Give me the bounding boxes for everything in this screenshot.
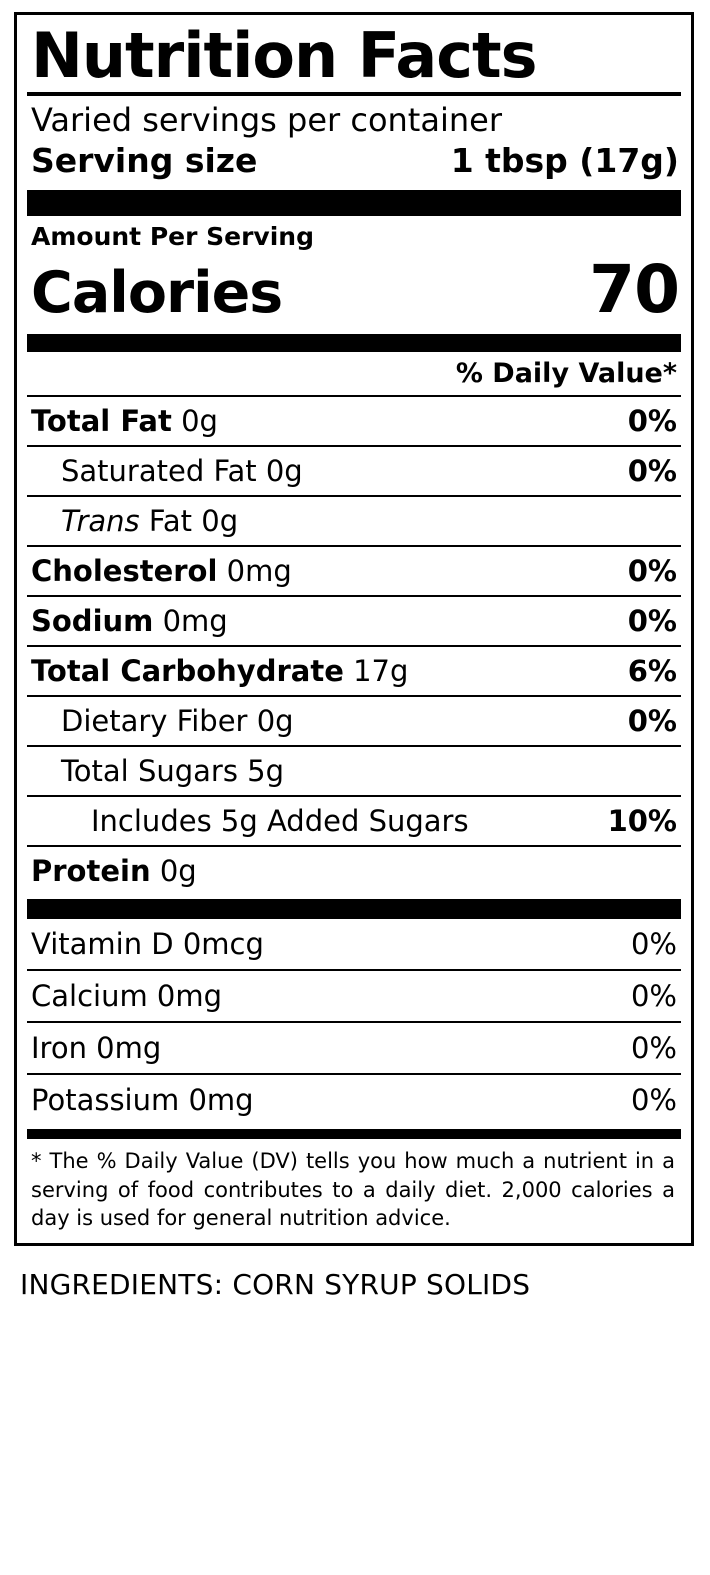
table-row [27, 917, 681, 969]
calories-row [27, 251, 681, 330]
table-row [27, 1021, 681, 1073]
calories-value: 70 [589, 251, 679, 329]
nutrient-name: Trans [61, 504, 140, 539]
table-row [27, 595, 681, 645]
nutrient-rows [27, 395, 681, 895]
vitamin-rows [27, 917, 681, 1125]
table-row [27, 1073, 681, 1125]
divider-thick-footnote [27, 1129, 681, 1139]
nutrition-facts-panel [14, 12, 694, 1246]
nutrient-amount: 0mg [226, 554, 292, 589]
daily-value-footnote: * The % Daily Value (DV) tells you how much a nutrient in a serving of food contributes to a daily diet. 2,000 calories a day is used for general nutrition advice. [31, 1149, 675, 1231]
nutrient-dv: 0% [627, 404, 677, 439]
table-row [27, 795, 681, 845]
vitamin-dv: 0% [630, 927, 677, 962]
vitamin-name: Potassium 0mg [31, 1083, 254, 1118]
daily-value-header: % Daily Value* [455, 358, 677, 390]
nutrient-name: Sodium [31, 604, 154, 639]
table-row [27, 545, 681, 595]
vitamin-name: Iron 0mg [31, 1031, 162, 1066]
divider-thick-vitamins [27, 899, 681, 917]
nutrient-dv: 10% [607, 804, 677, 839]
table-row [27, 395, 681, 445]
table-row [27, 495, 681, 545]
table-row [27, 645, 681, 695]
nutrient-name: Protein [31, 854, 151, 889]
servings-per-container: Varied servings per container [31, 101, 502, 140]
vitamin-name: Vitamin D 0mcg [31, 927, 264, 962]
nutrient-name: Includes 5g Added Sugars [91, 804, 469, 839]
vitamin-dv: 0% [630, 1083, 677, 1118]
nutrient-name: Total Carbohydrate [31, 654, 344, 689]
nutrient-dv: 6% [627, 654, 677, 689]
nutrient-amount: 17g [353, 654, 409, 689]
nutrient-dv: 0% [627, 454, 677, 489]
nutrient-dv: 0% [627, 604, 677, 639]
nutrient-amount: 0g [265, 454, 303, 489]
nutrient-amount: 0g [256, 704, 294, 739]
serving-size-value: 1 tbsp (17g) [450, 141, 679, 181]
table-row [27, 745, 681, 795]
nutrient-dv: 0% [627, 704, 677, 739]
nutrition-label [14, 12, 694, 1301]
nutrient-name: Dietary Fiber [61, 704, 248, 739]
amount-per-serving-label: Amount Per Serving [31, 222, 314, 252]
ingredients-text: INGREDIENTS: CORN SYRUP SOLIDS [20, 1267, 531, 1301]
divider-thick-calories [27, 334, 681, 352]
calories-label: Calories [31, 260, 283, 327]
nutrient-name: Cholesterol [31, 554, 218, 589]
nutrient-amount: 5g [247, 754, 285, 789]
table-row [27, 695, 681, 745]
vitamin-name: Calcium 0mg [31, 979, 223, 1014]
vitamin-dv: 0% [630, 979, 677, 1014]
vitamin-dv: 0% [630, 1031, 677, 1066]
serving-size-label: Serving size [31, 141, 258, 181]
nutrient-dv: 0% [627, 554, 677, 589]
table-row [27, 845, 681, 895]
nutrient-amount: 0g [181, 404, 218, 439]
page-title: Nutrition Facts [31, 19, 537, 92]
serving-size-row [27, 139, 681, 184]
nutrient-amount: 0mg [162, 604, 228, 639]
nutrient-amount: 0g [159, 854, 197, 889]
nutrient-name: Total Fat [31, 404, 172, 439]
nutrient-name: Saturated Fat [61, 454, 257, 489]
nutrient-name: Total Sugars [61, 754, 238, 789]
table-row [27, 445, 681, 495]
table-row [27, 969, 681, 1021]
divider-thick-top [27, 190, 681, 216]
nutrient-amount: Fat 0g [148, 504, 239, 539]
